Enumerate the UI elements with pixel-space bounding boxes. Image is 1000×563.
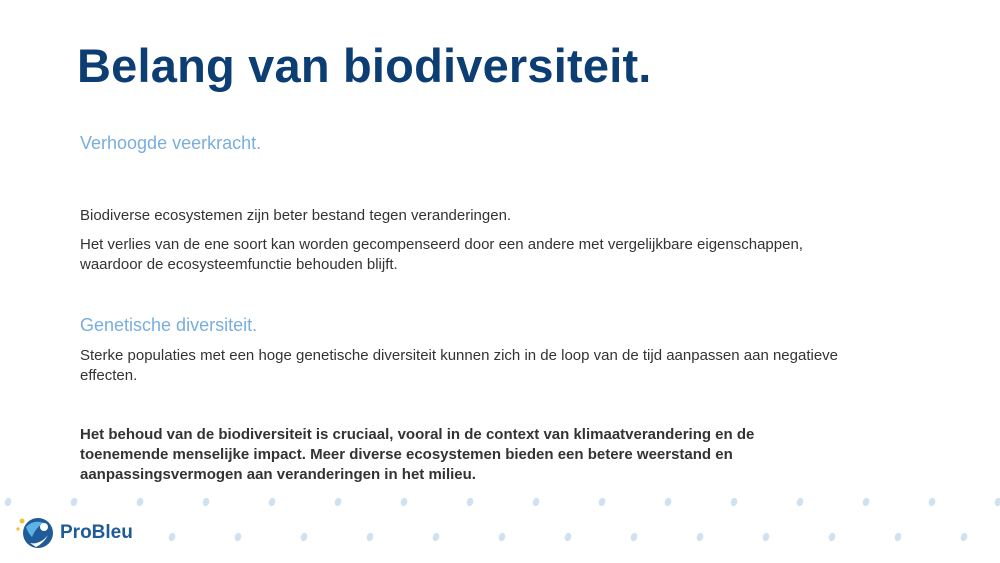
decorative-dot — [400, 497, 409, 507]
decorative-dot — [168, 532, 177, 542]
decorative-dot — [630, 532, 639, 542]
decorative-dot — [268, 497, 277, 507]
decorative-dot — [862, 497, 871, 507]
decorative-dot — [432, 532, 441, 542]
decorative-dot — [894, 532, 903, 542]
logo-text: ProBleu — [60, 522, 133, 543]
decorative-dot — [960, 532, 969, 542]
decorative-dot — [796, 497, 805, 507]
section-heading-resilience: Verhoogde veerkracht. — [80, 133, 262, 153]
decorative-dot — [466, 497, 475, 507]
decorative-dot — [136, 497, 145, 507]
decorative-dot — [730, 497, 739, 507]
decorative-dot — [498, 532, 507, 542]
decorative-dot — [664, 497, 673, 507]
paragraph-2: Het verlies van de ene soort kan worden gecompenseerd door een andere met vergelijkbare eigenschappen, waardoor de ecosysteemfunctie behouden blijft. — [80, 236, 803, 273]
decorative-dot — [366, 532, 375, 542]
decorative-dot — [994, 497, 1000, 507]
paragraph-3: Sterke populaties met een hoge genetische diversiteit kunnen zich in de loop van de tijd aanpassen aan negatieve effecten. — [80, 347, 839, 384]
decorative-dot — [300, 532, 309, 542]
decorative-dot — [234, 532, 243, 542]
conclusion-paragraph: Het behoud van de biodiversiteit is cruciaal, vooral in de context van klimaatverandering en de toenemende menselijke impact. Meer diverse ecosystemen bieden een betere weerstand en aanpassingsvermogen aan veranderingen in het milieu. — [80, 426, 755, 483]
page-title: Belang van biodiversiteit. — [77, 39, 652, 92]
decorative-dot — [928, 497, 937, 507]
decorative-dot — [828, 532, 837, 542]
decorative-dot — [598, 497, 607, 507]
decorative-dot — [4, 497, 13, 507]
decorative-dot — [70, 497, 79, 507]
decorative-dot — [532, 497, 541, 507]
decorative-dot — [202, 497, 211, 507]
decorative-dot — [334, 497, 343, 507]
decorative-dot — [762, 532, 771, 542]
decorative-dot — [696, 532, 705, 542]
decorative-dot — [564, 532, 573, 542]
paragraph-1: Biodiverse ecosystemen zijn beter bestand tegen veranderingen. — [80, 207, 512, 224]
section-heading-genetic: Genetische diversiteit. — [80, 315, 258, 335]
